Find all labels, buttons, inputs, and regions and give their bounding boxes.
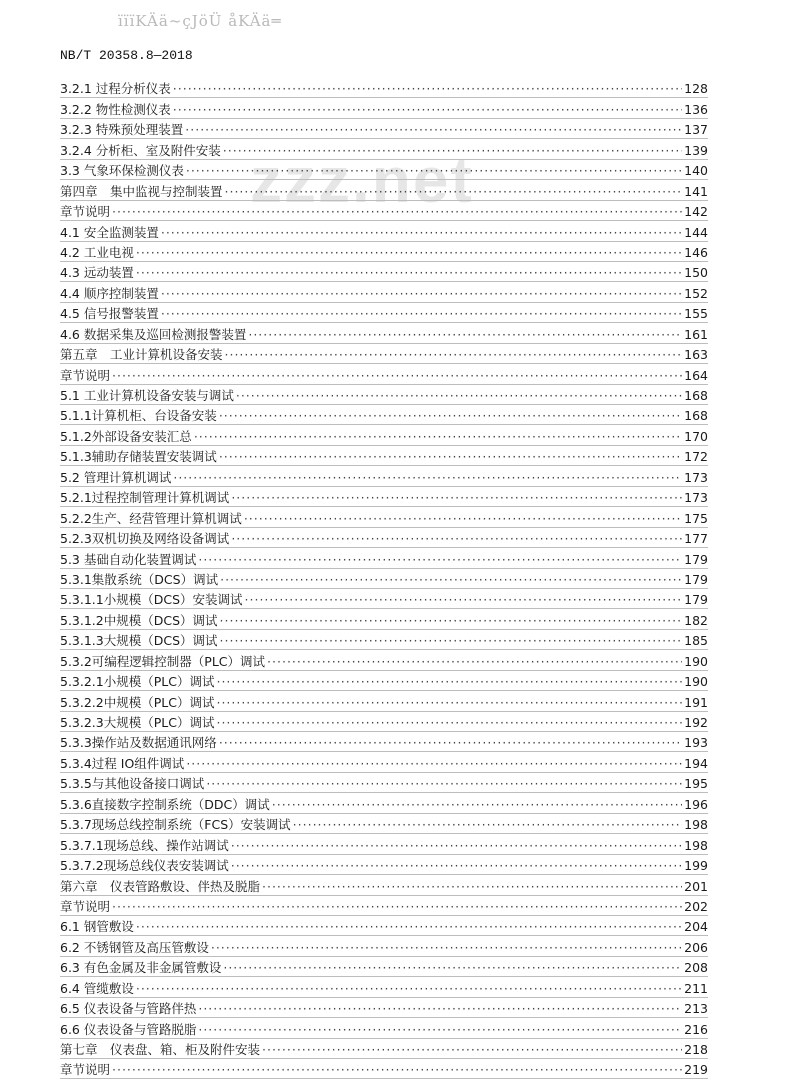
toc-dot-leader xyxy=(216,715,682,731)
toc-entry-page: 193 xyxy=(684,735,708,751)
toc-entry-title: 5.3 基础自动化装置调试 xyxy=(60,551,197,567)
toc-dot-leader xyxy=(194,429,682,445)
toc-entry-page: 161 xyxy=(684,326,708,342)
toc-entry-title: 6.1 钢管敷设 xyxy=(60,919,134,935)
toc-dot-leader xyxy=(198,1001,682,1017)
toc-dot-leader xyxy=(293,817,682,833)
toc-entry-title: 4.5 信号报警装置 xyxy=(60,306,159,322)
toc-entry-page: 146 xyxy=(684,244,708,260)
toc-entry-page: 198 xyxy=(684,817,708,833)
toc-entry-title: 第四章 集中监视与控制装置 xyxy=(60,183,223,199)
toc-entry[interactable] xyxy=(60,896,708,916)
toc-entry-title: 3.3 气象环保检测仪表 xyxy=(60,163,184,179)
toc-entry-title: 5.3.2可编程逻辑控制器（PLC）调试 xyxy=(60,653,266,669)
toc-dot-leader xyxy=(185,122,682,138)
toc-entry-title: 3.2.3 特殊预处理装置 xyxy=(60,122,184,138)
toc-entry[interactable] xyxy=(60,405,708,425)
toc-entry[interactable] xyxy=(60,752,708,772)
toc-entry[interactable] xyxy=(60,548,708,568)
toc-entry-page: 196 xyxy=(684,796,708,812)
toc-entry[interactable] xyxy=(60,364,708,384)
toc-entry-title: 5.1.3辅助存储装置安装调试 xyxy=(60,449,217,465)
toc-entry-page: 211 xyxy=(684,980,708,996)
toc-dot-leader xyxy=(219,735,682,751)
toc-dot-leader xyxy=(136,919,682,935)
toc-entry-title: 章节说明 xyxy=(60,204,111,220)
toc-dot-leader xyxy=(225,347,683,363)
toc-entry-title: 5.3.7现场总线控制系统（FCS）安装调试 xyxy=(60,817,291,833)
toc-entry[interactable] xyxy=(60,712,708,732)
toc-entry-title: 5.2.1过程控制管理计算机调试 xyxy=(60,490,230,506)
toc-dot-leader xyxy=(161,286,682,302)
toc-entry-title: 5.3.1.1小规模（DCS）安装调试 xyxy=(60,592,243,608)
toc-entry-title: 5.3.5与其他设备接口调试 xyxy=(60,776,205,792)
toc-entry-title: 5.3.1.3大规模（DCS）调试 xyxy=(60,633,218,649)
toc-entry-title: 章节说明 xyxy=(60,367,111,383)
toc-dot-leader xyxy=(206,776,682,792)
toc-entry[interactable] xyxy=(60,98,708,118)
toc-entry-title: 5.3.1.2中规模（DCS）调试 xyxy=(60,612,218,628)
toc-entry[interactable] xyxy=(60,793,708,813)
toc-entry[interactable] xyxy=(60,262,708,282)
toc-dot-leader xyxy=(136,245,682,261)
toc-dot-leader xyxy=(223,143,682,159)
toc-entry-title: 5.1.1计算机柜、台设备安装 xyxy=(60,408,217,424)
toc-entry-page: 155 xyxy=(684,306,708,322)
toc-entry-page: 140 xyxy=(684,163,708,179)
toc-entry[interactable] xyxy=(60,732,708,752)
toc-dot-leader xyxy=(267,654,682,670)
toc-dot-leader xyxy=(186,756,682,772)
toc-dot-leader xyxy=(173,470,682,486)
toc-dot-leader xyxy=(112,1062,682,1078)
toc-entry[interactable] xyxy=(60,78,708,98)
toc-entry-page: 208 xyxy=(684,960,708,976)
toc-entry[interactable] xyxy=(60,487,708,507)
toc-entry[interactable] xyxy=(60,814,708,834)
toc-entry-title: 5.3.1集散系统（DCS）调试 xyxy=(60,571,219,587)
toc-dot-leader xyxy=(112,368,682,384)
table-of-contents xyxy=(60,78,708,1079)
toc-entry[interactable] xyxy=(60,242,708,262)
toc-entry[interactable] xyxy=(60,180,708,200)
toc-entry-page: 172 xyxy=(684,449,708,465)
toc-entry[interactable] xyxy=(60,630,708,650)
toc-entry[interactable] xyxy=(60,671,708,691)
toc-entry-page: 177 xyxy=(684,531,708,547)
toc-entry-title: 5.3.6直接数字控制系统（DDC）调试 xyxy=(60,796,270,812)
toc-entry-page: 152 xyxy=(684,285,708,301)
toc-entry-page: 136 xyxy=(684,101,708,117)
toc-entry-page: 168 xyxy=(684,388,708,403)
toc-entry[interactable] xyxy=(60,875,708,895)
toc-entry[interactable] xyxy=(60,998,708,1018)
toc-entry[interactable] xyxy=(60,323,708,343)
toc-entry[interactable] xyxy=(60,528,708,548)
toc-entry-page: 213 xyxy=(684,1001,708,1017)
toc-entry-page: 173 xyxy=(684,469,708,485)
toc-entry-page: 204 xyxy=(684,919,708,935)
toc-entry-page: 195 xyxy=(684,776,708,792)
toc-entry-title: 5.3.3操作站及数据通讯网络 xyxy=(60,735,217,751)
toc-entry-page: 191 xyxy=(684,694,708,710)
toc-entry-title: 6.3 有色金属及非金属管敷设 xyxy=(60,960,222,976)
toc-entry-title: 5.1 工业计算机设备安装与调试 xyxy=(60,388,234,403)
toc-dot-leader xyxy=(173,81,682,97)
toc-entry-page: 175 xyxy=(684,510,708,526)
toc-entry[interactable] xyxy=(60,936,708,956)
toc-entry-title: 3.2.2 物性检测仪表 xyxy=(60,101,171,117)
toc-dot-leader xyxy=(231,838,682,854)
toc-entry-title: 章节说明 xyxy=(60,1062,111,1078)
toc-entry[interactable] xyxy=(60,344,708,364)
watermark-site: zzz.net xyxy=(250,144,474,216)
toc-dot-leader xyxy=(248,327,682,343)
toc-dot-leader xyxy=(225,184,683,200)
toc-entry[interactable] xyxy=(60,691,708,711)
toc-dot-leader xyxy=(173,102,682,118)
toc-entry-page: 190 xyxy=(684,674,708,690)
toc-dot-leader xyxy=(112,204,682,220)
toc-entry[interactable] xyxy=(60,855,708,875)
toc-entry[interactable] xyxy=(60,507,708,527)
toc-entry[interactable] xyxy=(60,303,708,323)
toc-entry-page: 182 xyxy=(684,612,708,628)
toc-entry[interactable] xyxy=(60,957,708,977)
toc-dot-leader xyxy=(211,940,682,956)
toc-entry[interactable] xyxy=(60,446,708,466)
toc-dot-leader xyxy=(216,674,682,690)
toc-entry-title: 5.3.2.2中规模（PLC）调试 xyxy=(60,694,215,710)
toc-dot-leader xyxy=(198,1022,682,1038)
toc-entry[interactable] xyxy=(60,589,708,609)
toc-entry-title: 第五章 工业计算机设备安装 xyxy=(60,347,223,363)
toc-entry[interactable] xyxy=(60,119,708,139)
toc-entry-page: 141 xyxy=(684,183,708,199)
toc-entry-page: 173 xyxy=(684,490,708,506)
toc-entry[interactable] xyxy=(60,650,708,670)
toc-entry-title: 4.4 顺序控制装置 xyxy=(60,285,159,301)
toc-entry-title: 5.1.2外部设备安装汇总 xyxy=(60,428,192,444)
toc-entry-page: 137 xyxy=(684,122,708,138)
toc-dot-leader xyxy=(219,408,682,424)
toc-dot-leader xyxy=(136,265,682,281)
toc-entry-title: 5.3.7.1现场总线、操作站调试 xyxy=(60,837,229,853)
toc-entry[interactable] xyxy=(60,201,708,221)
toc-entry-title: 5.3.4过程 IO组件调试 xyxy=(60,755,185,771)
toc-entry[interactable] xyxy=(60,916,708,936)
toc-entry[interactable] xyxy=(60,282,708,302)
toc-entry-title: 5.3.7.2现场总线仪表安装调试 xyxy=(60,858,229,874)
toc-entry-title: 3.2.1 过程分析仪表 xyxy=(60,81,171,97)
toc-dot-leader xyxy=(223,960,682,976)
toc-entry-title: 5.3.2.3大规模（PLC）调试 xyxy=(60,715,215,730)
toc-entry-title: 4.1 安全监测装置 xyxy=(60,224,159,240)
toc-entry-page: 179 xyxy=(684,592,708,608)
toc-dot-leader xyxy=(244,511,682,527)
toc-dot-leader xyxy=(262,1042,682,1058)
toc-entry[interactable] xyxy=(60,773,708,793)
toc-entry-page: 190 xyxy=(684,653,708,669)
watermark-top: ïïïKÄä~çJöÜ åKÄä═ xyxy=(118,12,282,30)
toc-entry-title: 第六章 仪表管路敷设、伴热及脱脂 xyxy=(60,878,261,894)
toc-entry-title: 6.6 仪表设备与管路脱脂 xyxy=(60,1021,197,1037)
toc-entry[interactable] xyxy=(60,221,708,241)
toc-entry-page: 202 xyxy=(684,898,708,914)
toc-dot-leader xyxy=(112,899,682,915)
toc-entry-title: 章节说明 xyxy=(60,898,111,914)
toc-dot-leader xyxy=(220,572,682,588)
toc-dot-leader xyxy=(236,388,682,404)
toc-dot-leader xyxy=(231,490,682,506)
toc-entry[interactable] xyxy=(60,1039,708,1059)
toc-entry-title: 4.3 远动装置 xyxy=(60,265,134,281)
toc-entry[interactable] xyxy=(60,139,708,159)
toc-entry[interactable] xyxy=(60,1059,708,1079)
toc-dot-leader xyxy=(231,858,682,874)
toc-entry-page: 198 xyxy=(684,837,708,853)
toc-entry-title: 6.4 管缆敷设 xyxy=(60,980,134,996)
toc-entry-page: 144 xyxy=(684,224,708,240)
toc-entry[interactable] xyxy=(60,609,708,629)
toc-entry-page: 194 xyxy=(684,755,708,771)
toc-entry[interactable] xyxy=(60,834,708,854)
toc-entry-page: 185 xyxy=(684,633,708,649)
toc-entry-title: 5.3.2.1小规模（PLC）调试 xyxy=(60,674,215,690)
toc-dot-leader xyxy=(161,306,682,322)
toc-dot-leader xyxy=(220,613,683,629)
toc-entry-page: 206 xyxy=(684,939,708,955)
toc-entry-page: 150 xyxy=(684,265,708,281)
toc-entry[interactable] xyxy=(60,466,708,486)
toc-dot-leader xyxy=(219,449,682,465)
toc-dot-leader xyxy=(231,531,682,547)
toc-entry-page: 219 xyxy=(684,1062,708,1078)
document-code: NB/T 20358.8—2018 xyxy=(60,48,193,63)
toc-entry[interactable] xyxy=(60,385,708,405)
toc-entry-page: 128 xyxy=(684,81,708,97)
toc-entry-page: 218 xyxy=(684,1042,708,1057)
toc-entry[interactable] xyxy=(60,569,708,589)
toc-entry[interactable] xyxy=(60,977,708,997)
toc-entry-page: 164 xyxy=(684,367,708,383)
toc-dot-leader xyxy=(161,225,682,241)
toc-entry-page: 179 xyxy=(684,551,708,567)
toc-entry-page: 142 xyxy=(684,204,708,220)
toc-dot-leader xyxy=(136,981,682,997)
toc-entry-title: 6.2 不锈钢管及高压管敷设 xyxy=(60,939,209,955)
toc-entry-title: 5.2.3双机切换及网络设备调试 xyxy=(60,531,230,547)
toc-entry-page: 170 xyxy=(684,428,708,444)
toc-dot-leader xyxy=(198,552,682,568)
toc-entry[interactable] xyxy=(60,1018,708,1038)
toc-entry-page: 201 xyxy=(684,878,708,894)
toc-dot-leader xyxy=(262,879,682,895)
toc-entry-page: 139 xyxy=(684,142,708,158)
toc-entry-title: 5.2 管理计算机调试 xyxy=(60,469,172,485)
toc-entry-title: 4.6 数据采集及巡回检测报警装置 xyxy=(60,326,247,342)
toc-entry[interactable] xyxy=(60,425,708,445)
toc-entry-page: 192 xyxy=(684,715,708,730)
toc-entry-page: 216 xyxy=(684,1021,708,1037)
toc-dot-leader xyxy=(272,797,682,813)
toc-entry-page: 179 xyxy=(684,571,708,587)
toc-entry-title: 3.2.4 分析柜、室及附件安装 xyxy=(60,142,221,158)
toc-entry-page: 163 xyxy=(684,347,708,363)
toc-dot-leader xyxy=(245,592,683,608)
toc-entry-title: 6.5 仪表设备与管路伴热 xyxy=(60,1001,197,1017)
toc-dot-leader xyxy=(220,633,683,649)
toc-dot-leader xyxy=(186,163,682,179)
toc-entry-title: 4.2 工业电视 xyxy=(60,244,134,260)
toc-entry-page: 199 xyxy=(684,858,708,874)
toc-entry[interactable] xyxy=(60,160,708,180)
toc-entry-title: 5.2.2生产、经营管理计算机调试 xyxy=(60,510,242,526)
toc-dot-leader xyxy=(216,695,682,711)
toc-entry-title: 第七章 仪表盘、箱、柜及附件安装 xyxy=(60,1042,261,1057)
toc-entry-page: 168 xyxy=(684,408,708,424)
